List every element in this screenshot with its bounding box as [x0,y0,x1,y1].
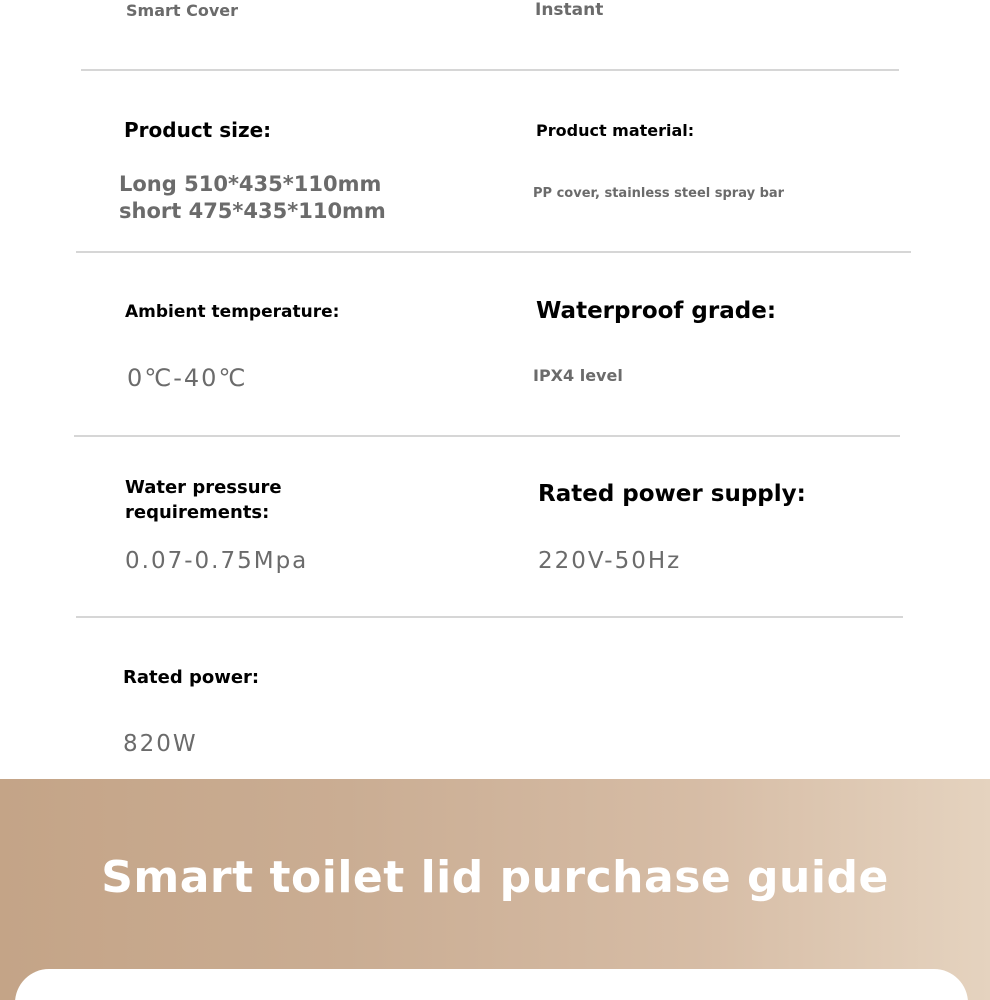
purchase-guide-title: Smart toilet lid purchase guide [101,852,889,903]
water-pressure-value: 0.07-0.75Mpa [125,548,309,574]
smart-cover-text: Smart Cover [126,1,239,20]
water-pressure-label-line2: requirements: [125,502,270,523]
rated-power-supply-label: Rated power supply: [538,481,806,507]
divider-1 [81,69,899,71]
ambient-temperature-value: 0℃-40℃ [127,364,248,392]
divider-4 [76,616,903,618]
product-size-value-long: Long 510*435*110mm [119,172,382,196]
product-size-value-short: short 475*435*110mm [119,199,386,223]
guide-content-card [15,969,968,1000]
ambient-temperature-label: Ambient temperature: [125,302,340,322]
rated-power-supply-value: 220V-50Hz [538,548,682,574]
water-pressure-label-line1: Water pressure [125,477,282,498]
purchase-guide-banner [0,779,990,1000]
product-material-value: PP cover, stainless steel spray bar [533,186,785,201]
rated-power-label: Rated power: [123,667,260,688]
product-size-label: Product size: [124,118,272,142]
rated-power-value: 820W [123,731,198,757]
divider-2 [76,251,911,253]
waterproof-grade-value: IPX4 level [533,366,623,385]
waterproof-grade-label: Waterproof grade: [536,298,777,324]
instant-text: Instant [535,0,604,20]
product-material-label: Product material: [536,121,695,140]
divider-3 [74,435,900,437]
